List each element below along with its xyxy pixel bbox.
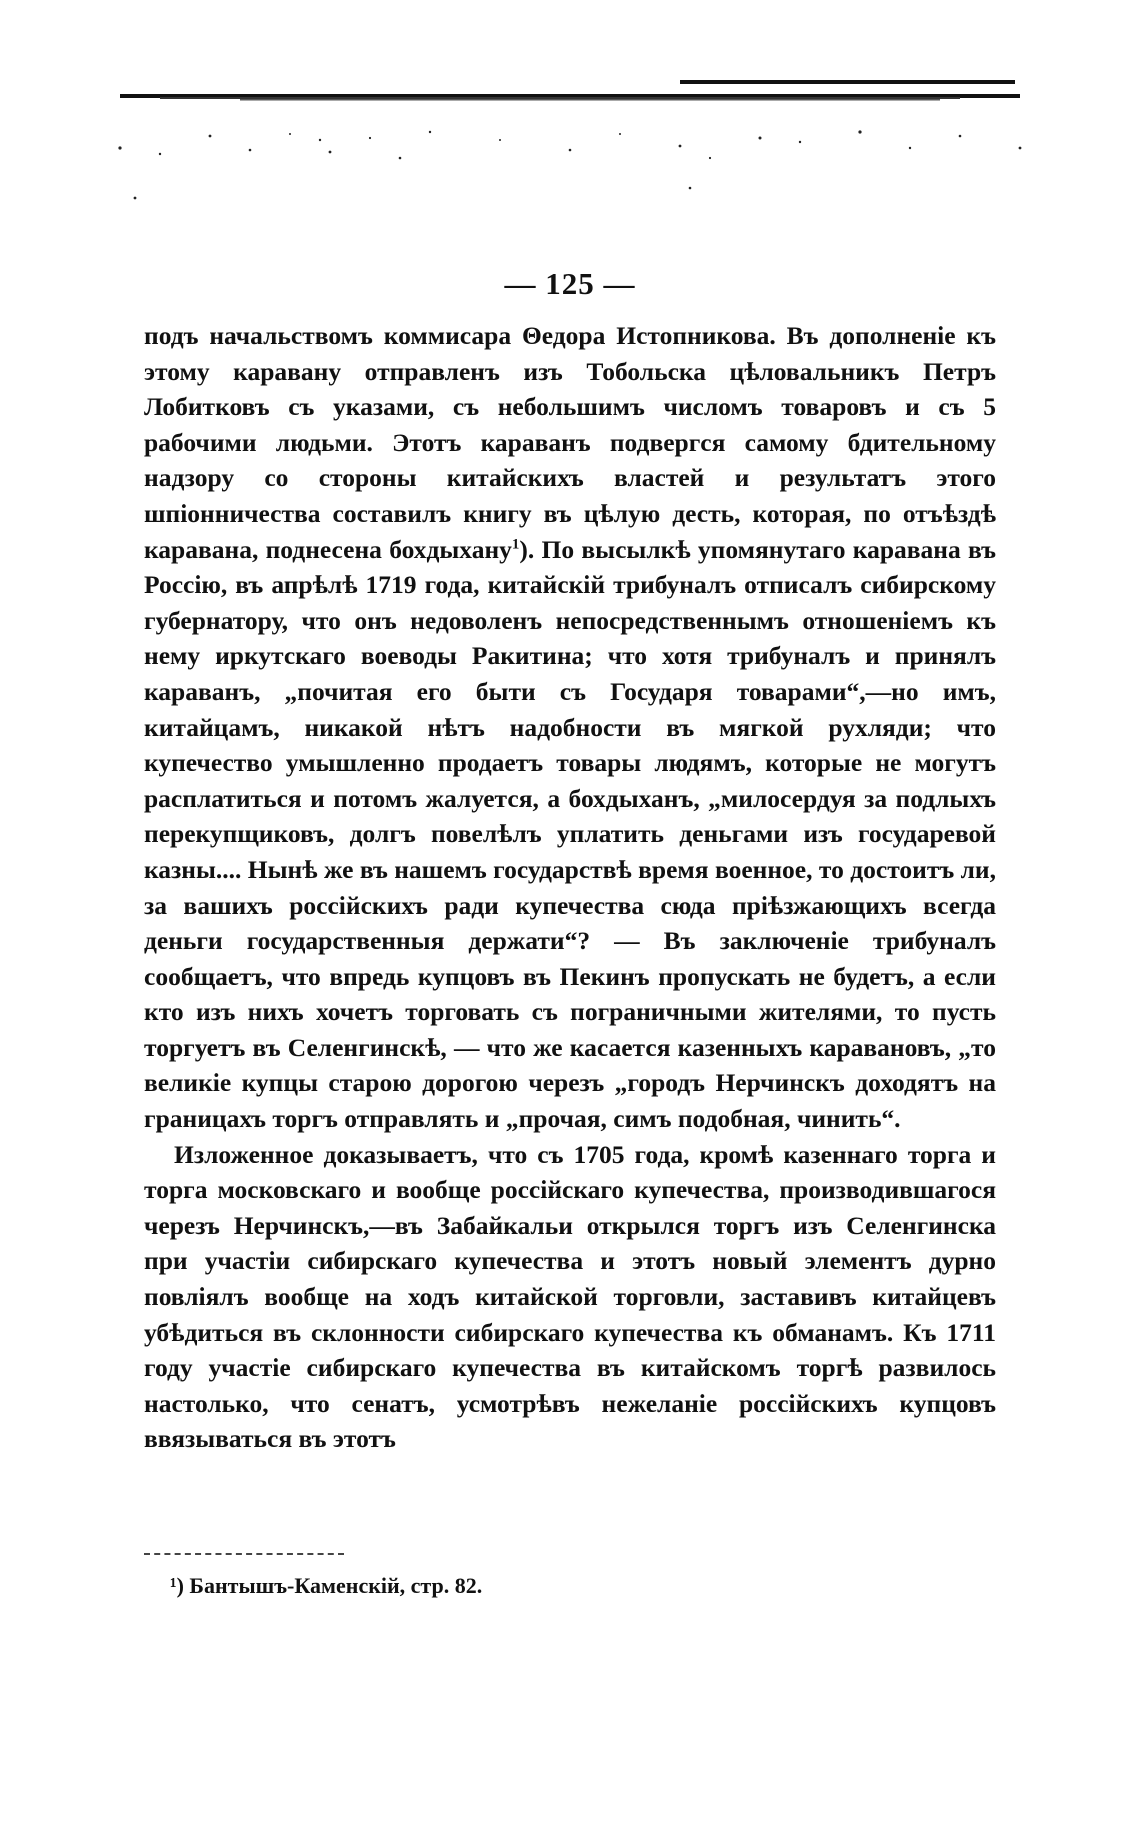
paragraph-1-text: подъ начальствомъ коммисара Θедора Истопникова. Въ дополненіе къ этому каравану отправленъ изъ Тобольска цѣловальникъ Петръ Лобитковъ съ указами, съ небольшимъ числомъ товаровъ и съ 5 рабочими людьми. Этотъ караванъ подвергся самому бдительному надзору со стороны китайскихъ властей и результатъ этого шпіонничества составилъ книгу въ цѣлую десть, которая, по отъѣздѣ каравана, поднесена бохдыхану — [144, 321, 996, 564]
paragraph-1 — [144, 318, 996, 1137]
footnote-marker: ¹) — [170, 1573, 184, 1598]
footnote — [170, 1572, 482, 1600]
scan-specks — [100, 128, 1040, 208]
paragraph-1-continuation: ). По высылкѣ упомянутаго каравана въ Россію, въ апрѣлѣ 1719 года, китайскій трибуналъ отписалъ сибирскому губернатору, что онъ недоволенъ непосредственнымъ отношеніемъ къ нему иркутскаго воеводы Ракитина; что хотя трибуналъ и принялъ караванъ, „почитая его быти съ Государя товарами“,—но имъ, китайцамъ, никакой нѣтъ надобности въ мягкой рухляди; что купечество умышленно продаетъ товары людямъ, которые не могутъ расплатиться и потомъ жалуется, а бохдыханъ, „милосердуя за подлыхъ перекупщиковъ, долгъ повелѣлъ уплатить деньгами изъ государевой казны.... Нынѣ же въ нашемъ государствѣ время военное, то достоитъ ли, за вашихъ россійскихъ ради купечества сюда пріѣзжающихъ всегда деньги государственныя держати“? — Въ заключеніе трибуналъ сообщаетъ, что впредь купцовъ въ Пекинъ пропускать не будетъ, а если кто изъ нихъ хочетъ торговать съ пограничными жителями, то пусть торгуетъ въ Селенгинскѣ, — что же касается казенныхъ каравановъ, „то великіе купцы старою дорогою черезъ „городъ Нерчинскъ доходятъ на границахъ торгъ отправлять и „прочая, симъ подобная, чинить“. — [144, 534, 997, 1134]
page-number: — 125 — — [504, 266, 636, 301]
footnote-text: Бантышъ-Каменскій, стр. 82. — [189, 1573, 483, 1598]
top-decorative-rule — [120, 80, 1020, 118]
footnote-divider — [144, 1553, 344, 1555]
paragraph-2: Изложенное доказываетъ, что съ 1705 года, кромѣ казеннаго торга и торга московскаго и вообще россійскаго купечества, производившагося черезъ Нерчинскъ,—въ Забайкальи открылся торгъ изъ Селенгинска при участіи сибирскаго купечества и этотъ новый элементъ дурно повліялъ вообще на ходъ китайской торговли, заставивъ китайцевъ убѣдиться въ склонности сибирскаго купечества къ обманамъ. Къ 1711 году участіе сибирскаго купечества въ китайскомъ торгѣ развилось настолько, что сенатъ, усмотрѣвъ нежеланіе россійскихъ купцовъ ввязываться въ этотъ — [144, 1139, 996, 1454]
main-text — [144, 318, 996, 1457]
footnote-reference: 1 — [511, 536, 520, 553]
